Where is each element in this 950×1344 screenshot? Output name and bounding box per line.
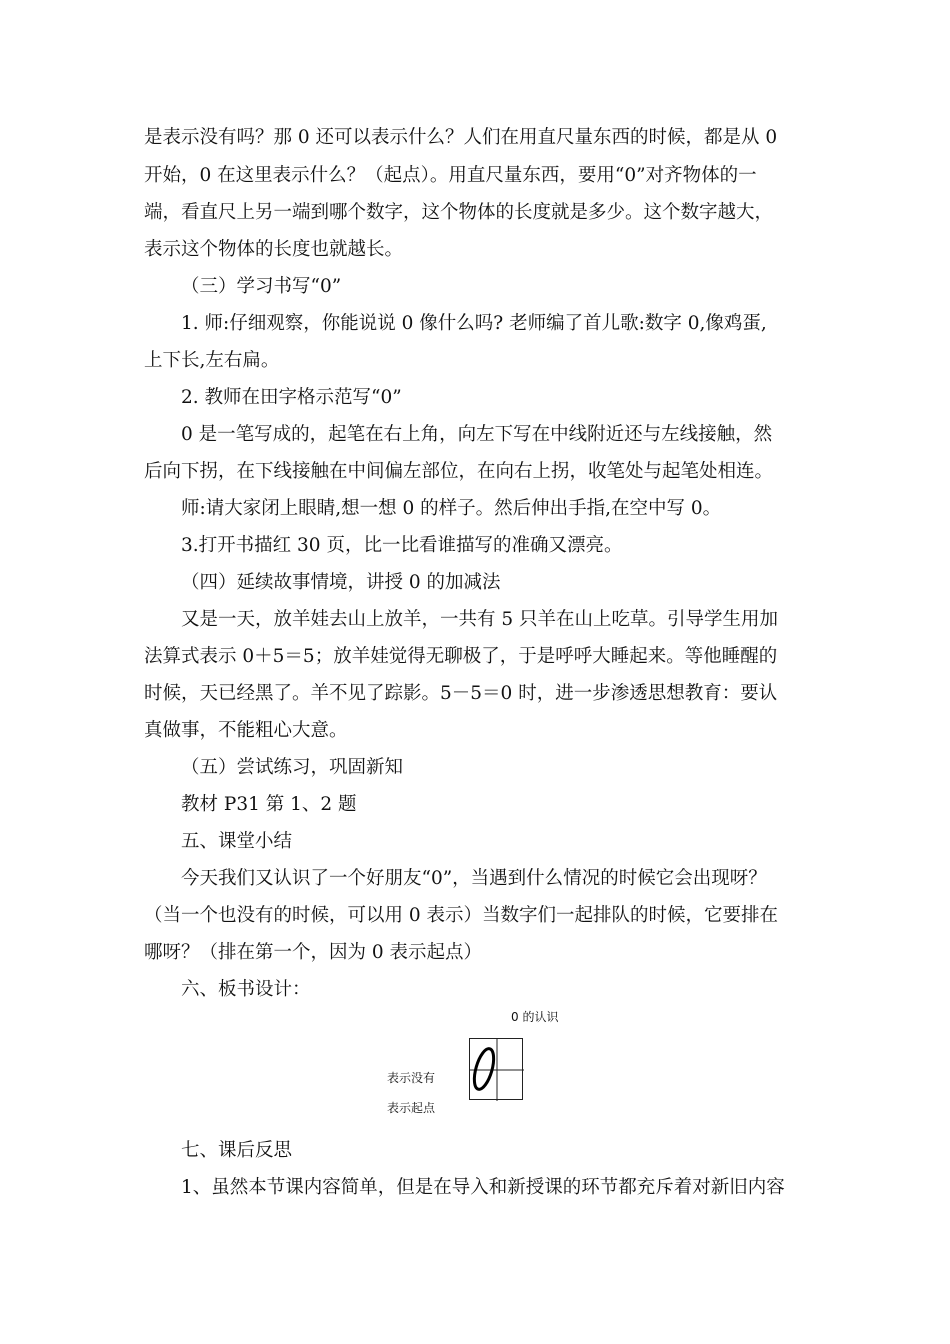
paragraph-line: 1. 师:仔细观察，你能说说 0 像什么吗? 老师编了首儿歌:数字 0,像鸡蛋,: [181, 313, 767, 334]
section-heading: 六、板书设计：: [181, 979, 311, 1000]
paragraph-line: 上下长,左右扁。: [144, 350, 280, 371]
paragraph-line: 师:请大家闭上眼睛,想一想 0 的样子。然后伸出手指,在空中写 0。: [181, 498, 722, 519]
paragraph-line: 端，看直尺上另一端到哪个数字，这个物体的长度就是多少。这个数字越大，: [144, 202, 774, 223]
paragraph-line: 法算式表示 0＋5＝5；放羊娃觉得无聊极了，于是呼呼大睡起来。等他睡醒的: [144, 646, 778, 667]
section-heading: 五、课堂小结: [181, 831, 293, 852]
zero-digit-shape: [471, 1047, 498, 1092]
section-heading: （三）学习书写“0”: [181, 276, 342, 297]
tianzige-grid: [469, 1038, 523, 1100]
paragraph-line: 3.打开书描红 30 页，比一比看谁描写的准确又漂亮。: [181, 535, 623, 556]
paragraph-line: 教材 P31 第 1、2 题: [181, 794, 357, 815]
section-heading: （五）尝试练习，巩固新知: [181, 757, 404, 778]
paragraph-line: 时候，天已经黑了。羊不见了踪影。5－5＝0 时，进一步渗透思想教育：要认: [144, 683, 778, 704]
zero-diagram: [470, 1039, 524, 1101]
paragraph-line: 是表示没有吗？那 0 还可以表示什么？人们在用直尺量东西的时候，都是从 0: [144, 127, 778, 148]
board-label-start: 表示起点: [387, 1101, 436, 1115]
paragraph-line: 0 是一笔写成的，起笔在右上角，向左下写在中线附近还与左线接触，然: [181, 424, 773, 445]
paragraph-line: 2. 教师在田字格示范写“0”: [181, 387, 402, 408]
paragraph-line: 开始，0 在这里表示什么？（起点）。用直尺量东西，要用“0”对齐物体的一: [144, 165, 757, 186]
paragraph-line: （当一个也没有的时候，可以用 0 表示）当数字们一起排队的时候，它要排在: [144, 905, 779, 926]
paragraph-line: 表示这个物体的长度也就越长。: [144, 239, 404, 260]
section-heading: 七、课后反思: [181, 1140, 293, 1161]
section-heading: （四）延续故事情境，讲授 0 的加减法: [181, 572, 501, 593]
board-title: 0 的认识: [511, 1010, 559, 1024]
paragraph-line: 真做事，不能粗心大意。: [144, 720, 348, 741]
paragraph-line: 今天我们又认识了一个好朋友“0”，当遇到什么情况的时候它会出现呀？: [181, 868, 767, 889]
paragraph-line: 又是一天，放羊娃去山上放羊，一共有 5 只羊在山上吃草。引导学生用加: [181, 609, 779, 630]
paragraph-line: 后向下拐，在下线接触在中间偏左部位，在向右上拐，收笔处与起笔处相连。: [144, 461, 774, 482]
paragraph-line: 哪呀？（排在第一个，因为 0 表示起点）: [144, 942, 483, 963]
paragraph-line: 1、虽然本节课内容简单，但是在导入和新授课的环节都充斥着对新旧内容: [181, 1177, 785, 1198]
board-label-none: 表示没有: [387, 1071, 436, 1085]
